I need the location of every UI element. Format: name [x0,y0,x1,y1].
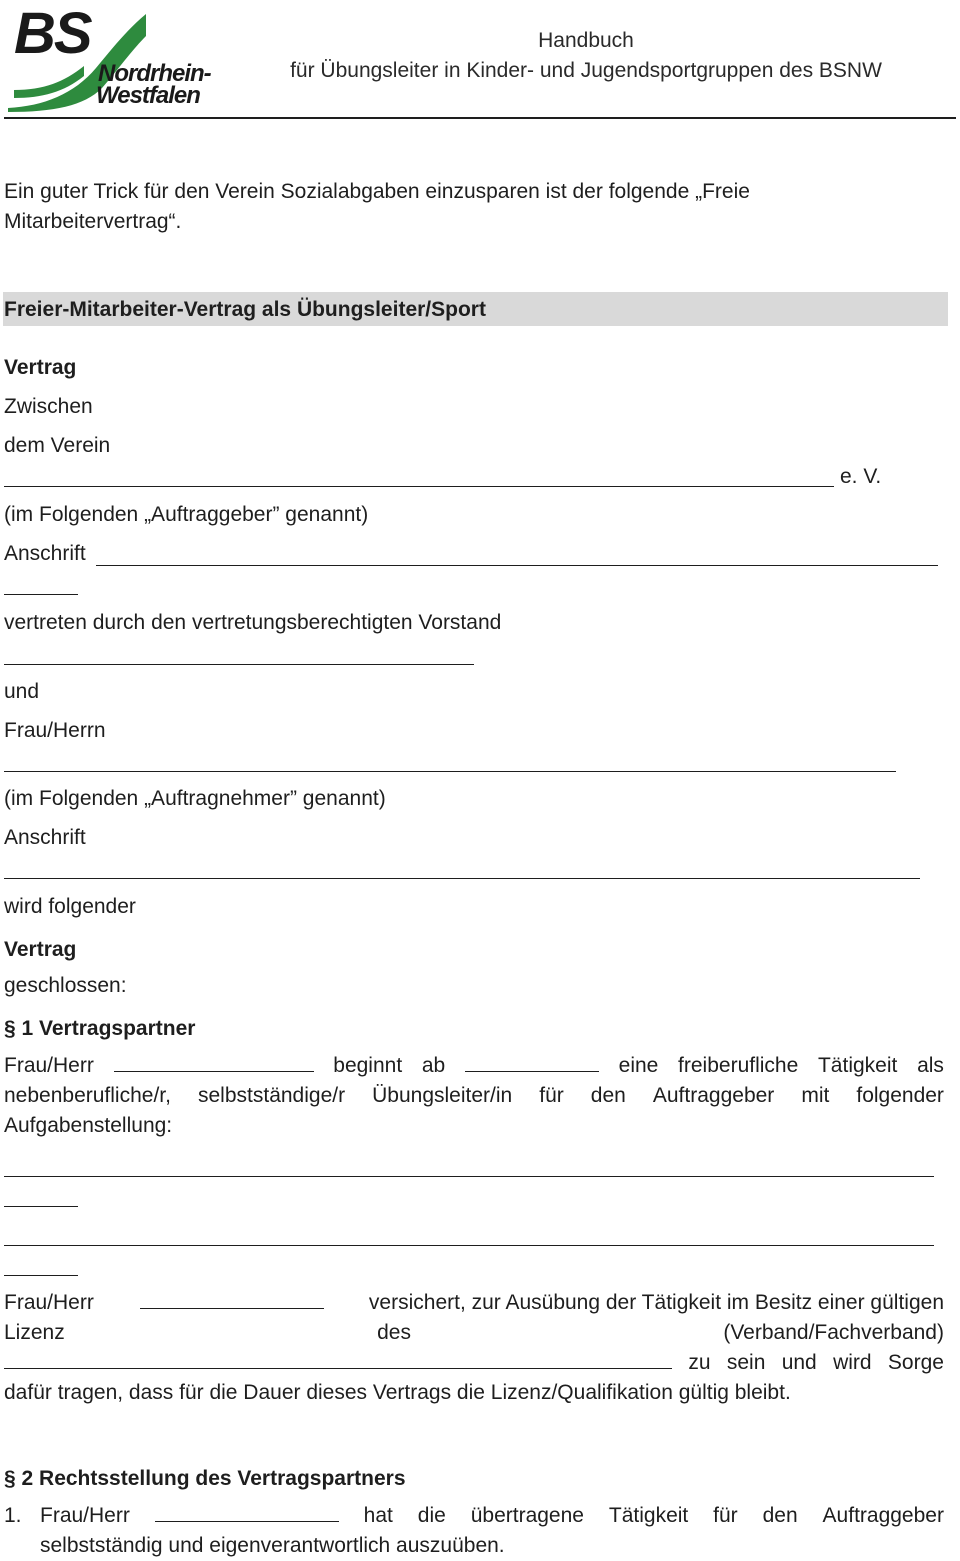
header-title [250,26,922,86]
s1-r2-w3: Übungsleiter/in [372,1084,513,1107]
geschlossen-label: geschlossen: [4,974,127,997]
s2-uebertragene: übertragene [470,1504,584,1527]
frau-herrn-label: Frau/Herrn [4,719,106,742]
s1-r2-w7: mit [801,1084,830,1107]
s1-p2-und: und [781,1351,817,1374]
s1-p2-row3 [4,1348,944,1378]
header-divider [4,117,956,119]
s1-r1-beginnt: beginnt [333,1054,403,1077]
section-heading: Freier-Mitarbeiter-Vertrag als Übungsleiter/Sport [4,298,486,321]
s1-p2-zu: zu [688,1351,711,1374]
header-title-line1: Handbuch [538,29,634,52]
s2-hat: hat [363,1504,393,1527]
s1-p2-last: dafür tragen, dass für die Dauer dieses Vertrags die Lizenz/Qualifikation gültig bleibt. [4,1381,791,1404]
s1-p2-lizenz: Lizenz [4,1321,65,1344]
s2-frau: Frau/Herr [40,1504,130,1527]
s1-r2-w1: nebenberufliche/r, [4,1084,171,1107]
s2-heading: § 2 Rechtsstellung des Vertragspartners [4,1467,406,1490]
s1-row1 [4,1051,944,1081]
s1-r2-w4: für [539,1084,564,1107]
s1-heading: § 1 Vertragspartner [4,1017,196,1040]
vertrag-label: Vertrag [4,356,77,379]
s1-aufgaben-label: Aufgabenstellung: [4,1114,173,1137]
s1-r1-frei: freiberufliche [678,1054,799,1077]
s2-name-blank[interactable] [155,1501,339,1522]
intro-line1: Ein guter Trick für den Verein Sozialabgaben einzusparen ist der folgende „Freie [4,180,750,203]
s1-r2-w2: selbstständige/r [198,1084,346,1107]
ev-label: e. V. [840,465,882,488]
s1-r1-frau: Frau/Herr [4,1054,94,1077]
s1-p2-des: des [377,1321,411,1344]
logo-letters: BS [14,1,91,66]
verein-name-blank[interactable] [4,486,834,487]
s1-p2-sorge: Sorge [887,1351,944,1374]
s1-p2-wird: wird [833,1351,872,1374]
s1-r2-w8: folgender [856,1084,944,1107]
aufgaben-blank-1[interactable] [4,1176,934,1177]
vertrag2-label: Vertrag [4,938,77,961]
s2-fuer: für [713,1504,738,1527]
anschrift1-blank[interactable] [96,565,938,566]
aufgaben-blank-2[interactable] [4,1245,934,1246]
aufgaben-blank-1-cont[interactable] [4,1206,78,1207]
s1-p2-versichert: versichert, zur Ausübung der Tätigkeit im Besitz einer gültigen [368,1291,944,1314]
vertreten-label: vertreten durch den vertretungsberechtigten Vorstand [4,611,502,634]
intro-line2: Mitarbeitervertrag“. [4,210,182,233]
s1-p2-frau: Frau/Herr [4,1291,94,1314]
s1-verband-blank[interactable] [4,1348,672,1369]
anschrift1-blank-cont[interactable] [4,594,78,595]
bsnw-logo [4,1,234,112]
s2-taet: Tätigkeit [608,1504,689,1527]
s1-r2-w6: Auftraggeber [652,1084,775,1107]
s1-row2 [4,1081,944,1111]
logo-line2: Westfalen [96,82,200,109]
s2-auftraggeber: Auftraggeber [822,1504,944,1527]
s1-r2-w5: den [590,1084,626,1107]
anschrift2-label: Anschrift [4,826,86,849]
s1-r1-als: als [917,1054,944,1077]
vorstand-blank[interactable] [4,664,474,665]
s2-num: 1. [4,1504,22,1527]
auftragnehmer-note: (im Folgenden „Auftragnehmer” genannt) [4,787,386,810]
logo-line1: Nordrhein- [98,60,211,87]
dem-verein-label: dem Verein [4,434,111,457]
zwischen-label: Zwischen [4,395,93,418]
s1-p2-row2 [4,1318,944,1348]
header-title-line2: für Übungsleiter in Kinder- und Jugendsportgruppen des BSNW [290,59,882,82]
auftragnehmer-name-blank[interactable] [4,771,896,772]
s2-line2: selbstständig und eigenverantwortlich auszuüben. [40,1534,505,1557]
s1-p2-verband: (Verband/Fachverband) [723,1321,944,1344]
s2-row1 [40,1501,944,1531]
s1-r1-ab: ab [421,1054,446,1077]
s1-p2-sein: sein [726,1351,766,1374]
s1-p2-row1 [4,1288,944,1318]
s2-den: den [762,1504,798,1527]
aufgaben-blank-2-cont[interactable] [4,1275,78,1276]
und-label: und [4,680,40,703]
wird-folgender-label: wird folgender [4,895,136,918]
s2-die: die [417,1504,446,1527]
s1-name-blank[interactable] [114,1051,314,1072]
s1-p2-name-blank[interactable] [140,1288,324,1309]
auftraggeber-note: (im Folgenden „Auftraggeber” genannt) [4,503,369,526]
anschrift1-label: Anschrift [4,542,86,565]
s1-r1-taet: Tätigkeit [817,1054,898,1077]
anschrift2-blank[interactable] [4,878,920,879]
s1-r1-eine: eine [618,1054,659,1077]
s1-date-blank[interactable] [465,1051,599,1072]
